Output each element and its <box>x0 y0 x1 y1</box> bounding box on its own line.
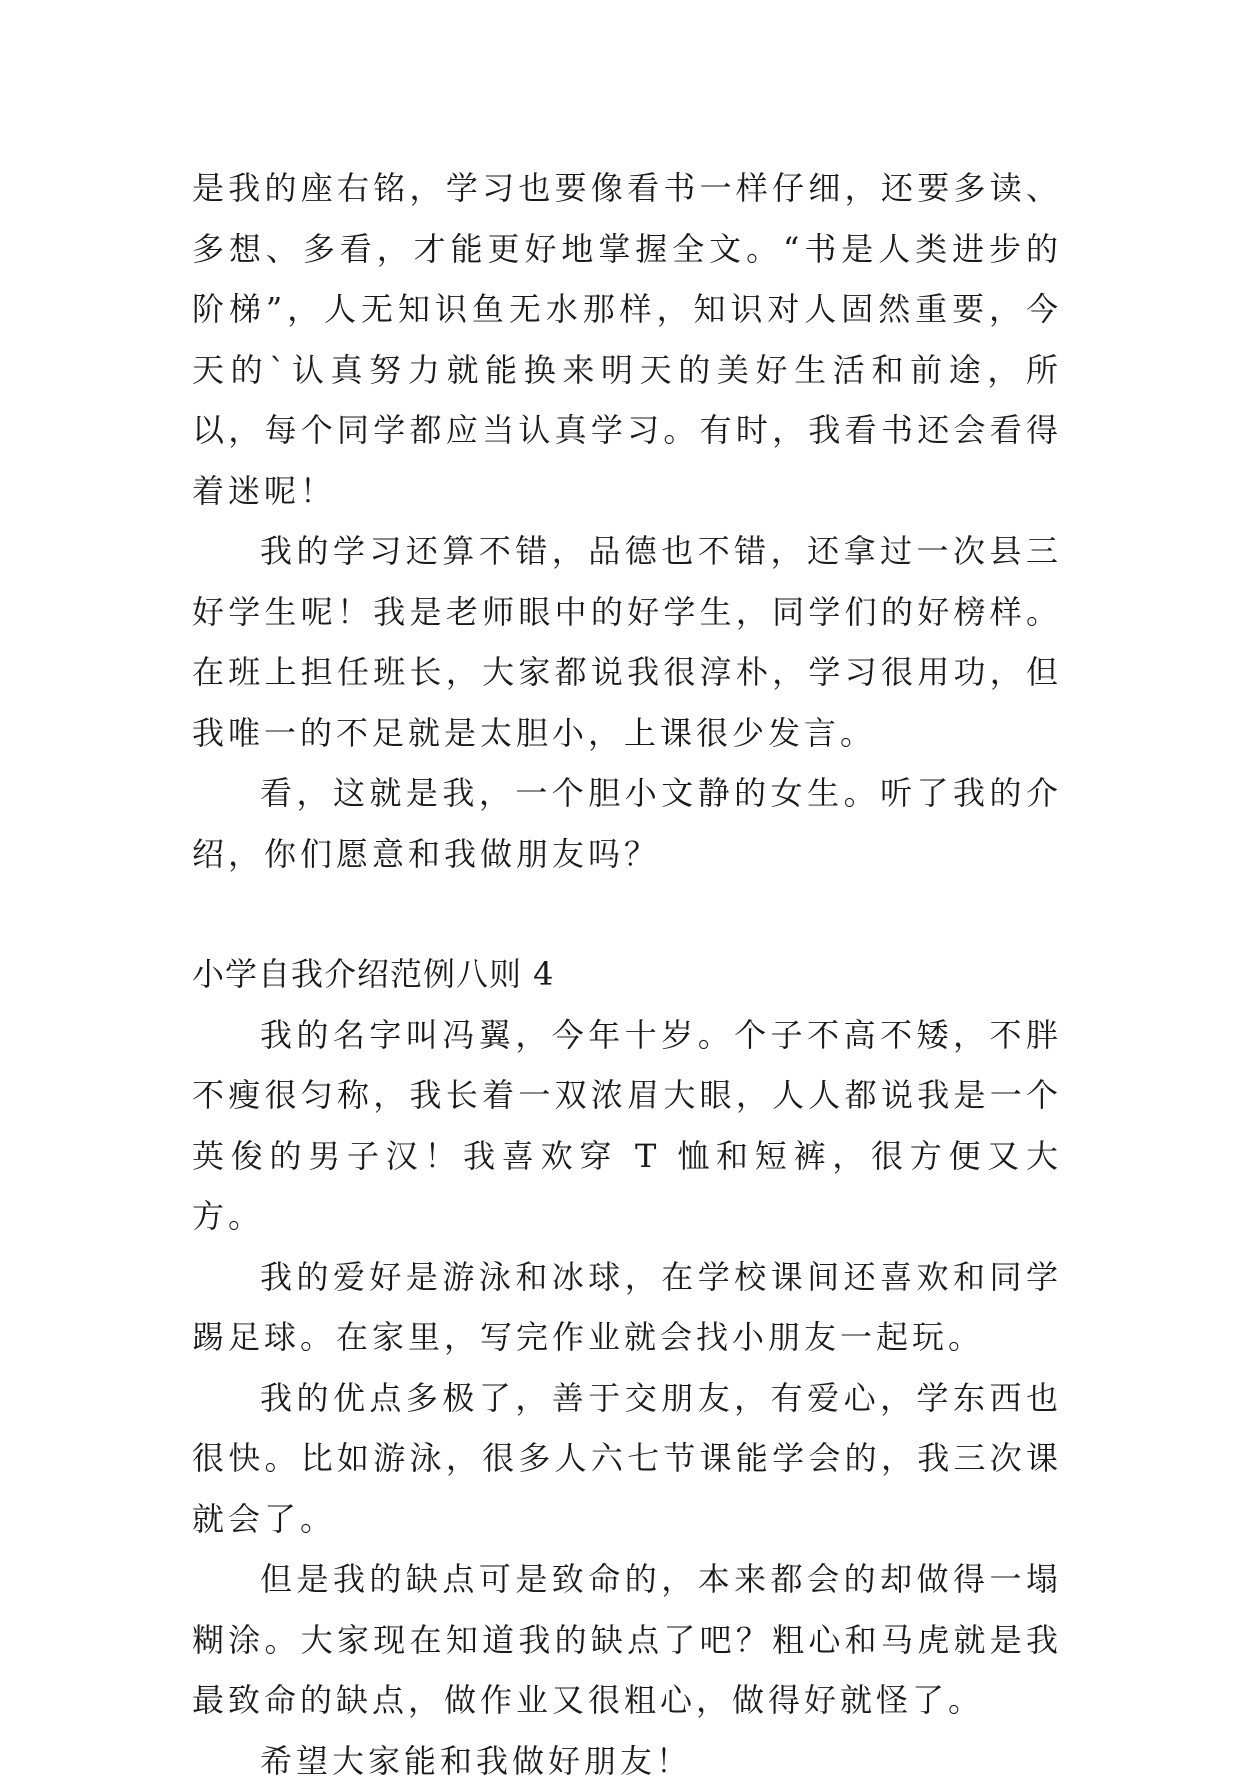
paragraph: 我的名字叫冯翼，今年十岁。个子不高不矮，不胖不瘦很匀称，我长着一双浓眉大眼，人人都说我是一个英俊的男子汉！我喜欢穿 T 恤和短裤，很方便又大方。 <box>192 1005 1062 1247</box>
paragraph: 希望大家能和我做好朋友！ <box>192 1731 1062 1791</box>
section-title: 小学自我介绍范例八则 4 <box>192 944 1062 1005</box>
paragraph: 是我的座右铭，学习也要像看书一样仔细，还要多读、多想、多看，才能更好地掌握全文。“书是人类进步的阶梯”，人无知识鱼无水那样，知识对人固然重要，今天的`认真努力就能换来明天的美好生活和前途，所以，每个同学都应当认真学习。有时，我看书还会看得着迷呢！ <box>192 158 1062 521</box>
paragraph: 看，这就是我，一个胆小文静的女生。听了我的介绍，你们愿意和我做朋友吗？ <box>192 763 1062 884</box>
paragraph: 我的优点多极了，善于交朋友，有爱心，学东西也很快。比如游泳，很多人六七节课能学会的，我三次课就会了。 <box>192 1368 1062 1550</box>
document-body <box>192 158 1062 1791</box>
paragraph: 我的学习还算不错，品德也不错，还拿过一次县三好学生呢！我是老师眼中的好学生，同学们的好榜样。在班上担任班长，大家都说我很淳朴，学习很用功，但我唯一的不足就是太胆小，上课很少发言。 <box>192 521 1062 763</box>
paragraph: 我的爱好是游泳和冰球，在学校课间还喜欢和同学踢足球。在家里，写完作业就会找小朋友一起玩。 <box>192 1247 1062 1368</box>
paragraph: 但是我的缺点可是致命的，本来都会的却做得一塌糊涂。大家现在知道我的缺点了吧？粗心和马虎就是我最致命的缺点，做作业又很粗心，做得好就怪了。 <box>192 1549 1062 1731</box>
